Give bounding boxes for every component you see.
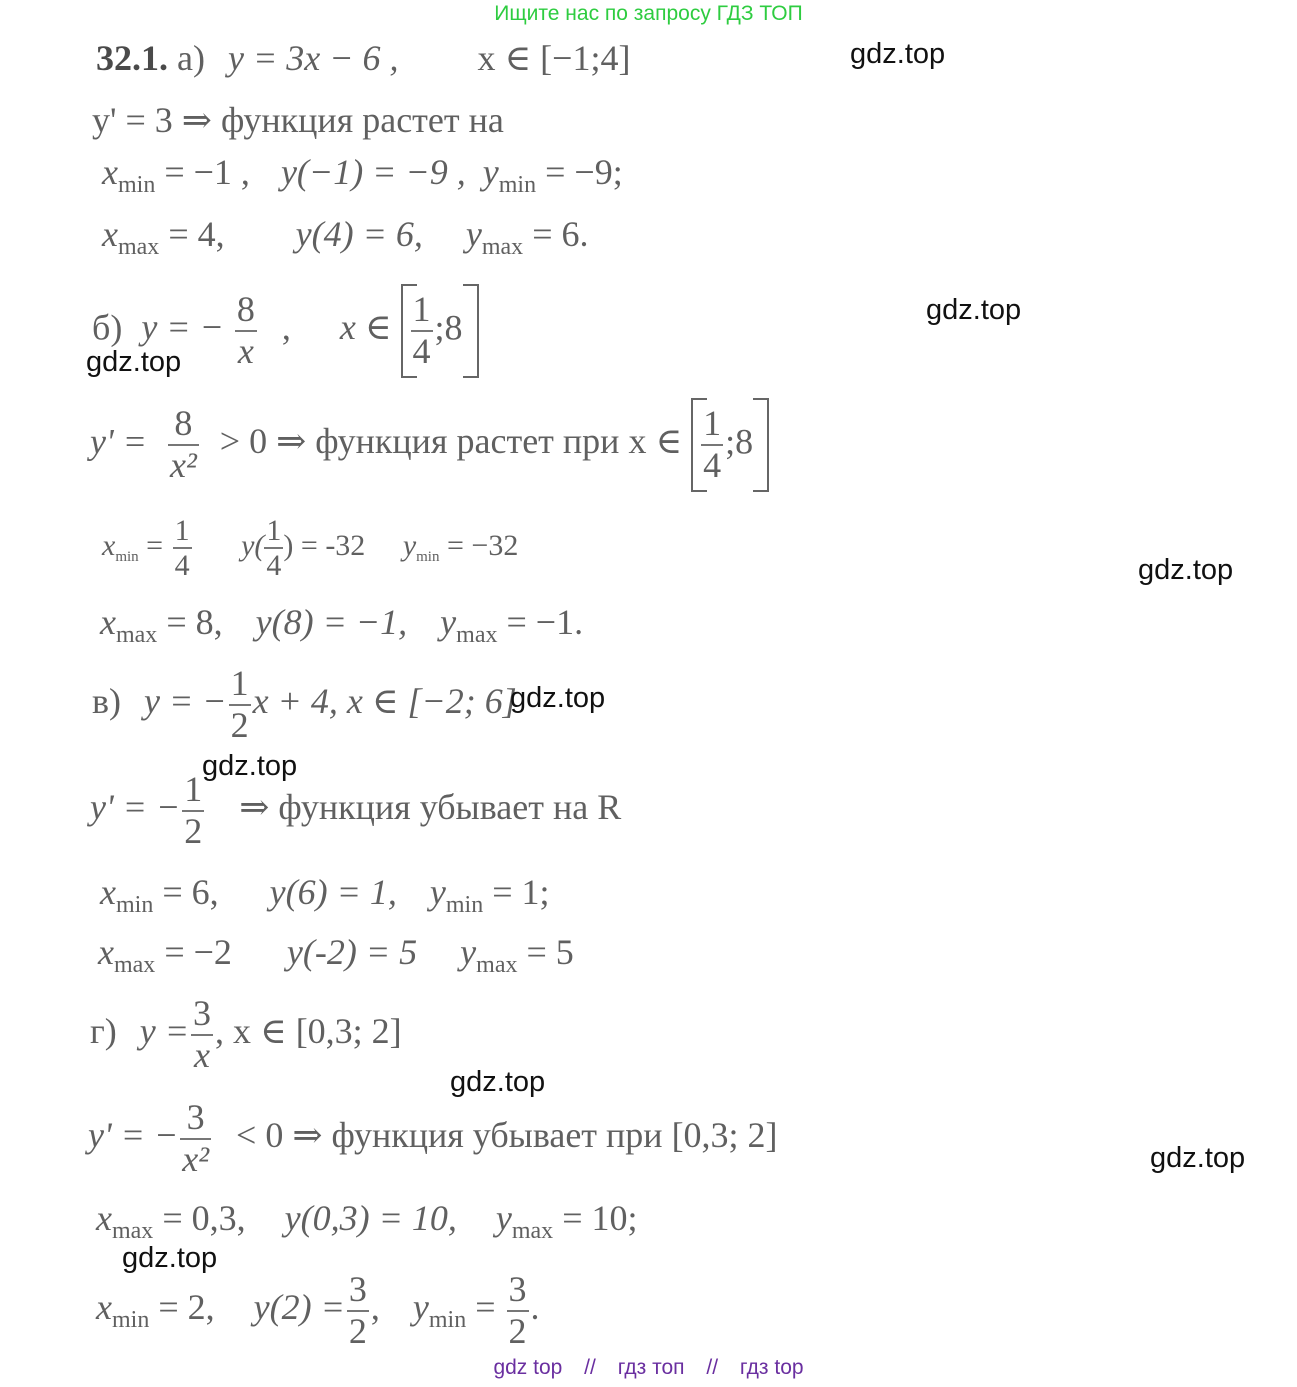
max-sub: max	[481, 234, 524, 260]
part-g-header: г) y = $\frac{3}{x}$ , x ∈ [0,3; 2]	[90, 993, 402, 1075]
part-b-deriv-fraction: $\frac{8}{\text{x²}}$	[169, 403, 197, 485]
part-g-ymin-fraction: $\frac{3}{2}$	[508, 1269, 527, 1351]
part-b-func-fraction: $\frac{8}{x}$	[236, 289, 255, 371]
watermark: gdz.top	[1150, 1142, 1246, 1174]
part-v-min-line: $x_{min} = 6$, y(6) = 1, $y_{min} = 1$;	[100, 872, 550, 918]
part-a-ymax: = 6.	[532, 214, 589, 254]
footer-link-gdz-top-mixed[interactable]: гдз top	[739, 1356, 804, 1379]
part-g-deriv-fraction: $\frac{3}{\text{x²}}$	[182, 1097, 210, 1179]
problem-number: 32.1.	[96, 38, 168, 78]
part-v-label: в)	[92, 680, 121, 721]
footer-link-gdz-top-ru[interactable]: гдз топ	[617, 1356, 685, 1379]
min-sub: min	[498, 172, 537, 198]
part-a-ymin: = −9;	[545, 152, 623, 192]
part-b-domain: x ∈	[339, 307, 392, 348]
watermark: gdz.top	[1138, 554, 1234, 586]
part-b-min-line: $x_{min}$ = $\frac{1}{4}$ y( $\frac{1}{4}$ ) = -32 $y_{min} = -32$	[102, 514, 519, 582]
min-sub: min	[117, 172, 156, 198]
part-b-interval-fraction: $\frac{1}{4}$	[412, 289, 431, 371]
watermark: gdz.top	[202, 750, 298, 782]
right-bracket	[463, 284, 479, 378]
watermark: gdz.top	[926, 294, 1022, 326]
max-sub: max	[117, 234, 160, 260]
footer-separator: //	[706, 1356, 719, 1379]
part-a-max-line	[102, 216, 589, 259]
part-a-label: а)	[177, 38, 205, 78]
part-b-deriv-text: > 0 ⇒ функция растет при x ∈	[219, 421, 683, 462]
part-g-max-line: $x_{max} = 0,3$, y(0,3) = 10, $y_{max} = 10$;	[96, 1198, 638, 1244]
part-g-min-line: $x_{min} = 2$, y(2) = $\frac{3}{2}$ , $y_{min}$ = $\frac{3}{2}$ .	[96, 1269, 540, 1351]
part-b-label: б)	[92, 307, 123, 348]
part-v-max-line: $x_{max} = -2$ y(-2) = 5 $y_{max} = 5$	[98, 932, 574, 978]
x-var: x	[102, 152, 118, 192]
part-a-xmin: = −1 ,	[164, 152, 250, 192]
part-g-label: г)	[90, 1010, 117, 1051]
y-var: y	[465, 214, 482, 254]
part-g-ymin-eval-fraction: $\frac{3}{2}$	[348, 1269, 367, 1351]
part-b-ymin-eval: ) = -32	[283, 528, 366, 562]
right-bracket	[753, 398, 769, 492]
part-v-header: в) y = − $\frac{1}{2}$ x + 4, x ∈ [−2; 6]	[92, 663, 517, 745]
part-v-derivative: y' = − $\frac{1}{2}$ ⇒ функция убывает на R	[90, 769, 622, 851]
part-a-ymax-eval: y(4) = 6,	[295, 214, 423, 254]
part-b-xmin-fraction: $\frac{1}{4}$	[174, 514, 190, 582]
watermark: gdz.top	[850, 38, 946, 70]
part-b-ymin: = −32	[446, 528, 519, 562]
x-var: x	[102, 214, 118, 254]
part-a-domain: x ∈ [−1;4]	[477, 38, 631, 78]
part-b-func-prefix: y = −	[141, 307, 224, 348]
watermark: gdz.top	[86, 346, 182, 378]
part-a-derivative: y' = 3 ⇒ функция растет на	[92, 100, 504, 140]
part-g-derivative: y' = − $\frac{3}{\text{x²}}$ < 0 ⇒ функция убывает при [0,3; 2]	[88, 1097, 778, 1179]
part-a-min-line	[102, 154, 623, 197]
footer-links	[0, 1356, 1297, 1380]
part-b-max-line: $x_{max} = 8$, y(8) = −1, $y_{max} = -1$.	[100, 602, 584, 648]
part-g-func-fraction: $\frac{3}{x}$	[193, 993, 212, 1075]
y-var: y	[482, 152, 499, 192]
part-v-deriv-fraction: $\frac{1}{2}$	[184, 769, 203, 851]
watermark: gdz.top	[510, 682, 606, 714]
part-a-ymin-eval: y(−1) = −9 ,	[280, 152, 466, 192]
part-b-derivative: y' = $\frac{8}{\text{x²}}$ > 0 ⇒ функция растет при x ∈ $\frac{1}{4}$ ;8	[90, 398, 769, 492]
footer-link-gdz-top[interactable]: gdz top	[493, 1356, 563, 1379]
watermark: gdz.top	[122, 1242, 218, 1274]
watermark: gdz.top	[450, 1066, 546, 1098]
part-a-xmax: = 4,	[168, 214, 225, 254]
part-a-function: y = 3x − 6 ,	[227, 38, 399, 78]
search-hint-link[interactable]: Ищите нас по запросу ГДЗ ТОП	[494, 2, 803, 25]
footer-separator: //	[584, 1356, 596, 1379]
part-v-func-fraction: $\frac{1}{2}$	[230, 663, 249, 745]
part-a-header	[96, 40, 630, 76]
part-b-header: б) y = − $\frac{8}{x}$ , x ∈ $\frac{1}{4}$ ;8	[92, 284, 479, 378]
part-b-comma: ,	[281, 307, 291, 348]
